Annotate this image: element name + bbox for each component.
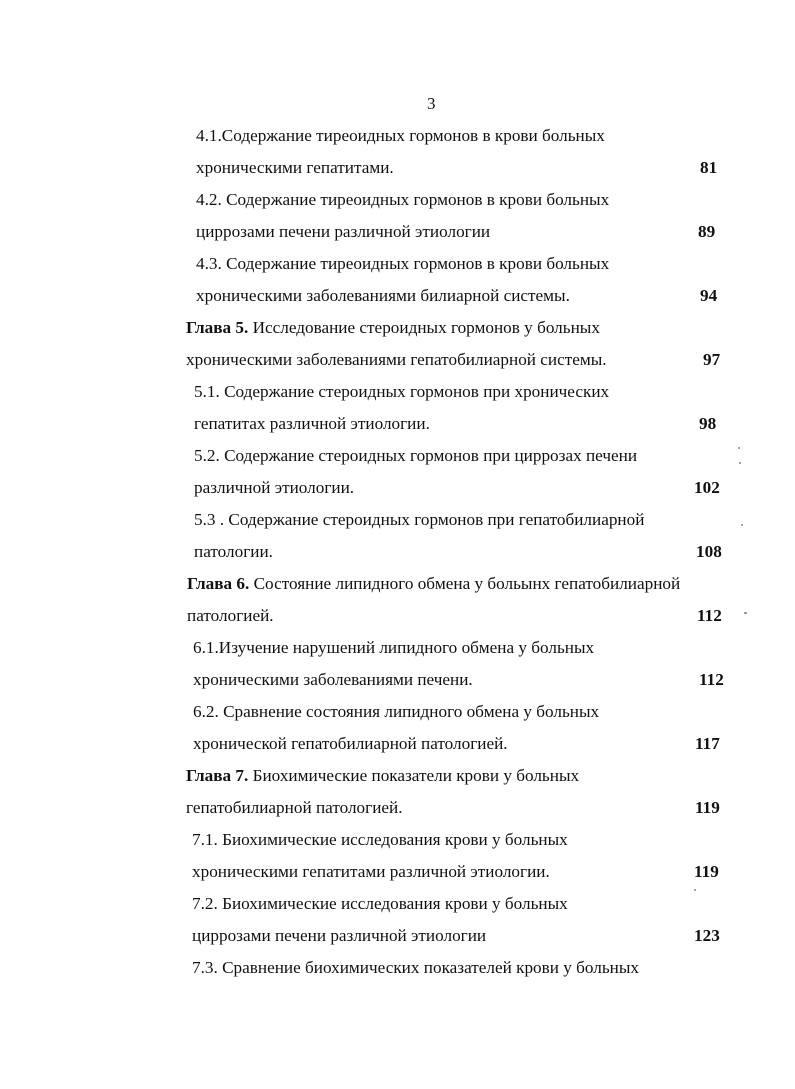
chapter-5-title: Исследование стероидных гормонов у больных (248, 318, 600, 337)
toc-entry-6-1-line-1: 6.1.Изучение нарушений липидного обмена у больных (193, 638, 595, 657)
toc-entry-5-3-line-2: патологии. (194, 542, 273, 561)
chapter-6-label: Глава 6. (187, 574, 250, 593)
toc-entry-4-3-page: 94 (700, 286, 718, 305)
toc-entry-6-1-page: 112 (699, 670, 724, 689)
toc-entry-7-3-line-1: 7.3. Сравнение биохимических показателей крови у больных (192, 958, 640, 977)
toc-entry-6-2-line-2: хронической гепатобилиарной патологией. (193, 734, 508, 753)
toc-entry-7-2-line-1: 7.2. Биохимические исследования крови у больных (192, 894, 568, 913)
toc-chapter-7-line-2: гепатобилиарной патологией. (186, 798, 403, 817)
toc-chapter-5-line-1 (186, 315, 600, 341)
toc-entry-5-2-line-2: различной этиологии. (194, 478, 355, 497)
toc-entry-4-3-line-1: 4.3. Содержание тиреоидных гормонов в крови больных (196, 254, 610, 273)
toc-entry-6-2-line-1: 6.2. Сравнение состояния липидного обмена у больных (193, 702, 600, 721)
toc-entry-4-2-page: 89 (698, 222, 716, 241)
toc-entry-4-1-line-1: 4.1.Содержание тиреоидных гормонов в крови больных (196, 126, 605, 145)
toc-entry-4-1-page: 81 (700, 158, 718, 177)
chapter-7-title: Биохимические показатели крови у больных (248, 766, 580, 785)
toc-entry-5-1-line-2: гепатитах различной этиологии. (194, 414, 430, 433)
toc-entry-5-1-page: 98 (699, 414, 717, 433)
chapter-6-title: Состояние липидного обмена у больынх гепатобилиарной (249, 574, 681, 593)
toc-entry-7-1-line-1: 7.1. Биохимические исследования крови у больных (192, 830, 568, 849)
toc-entry-5-1-line-1: 5.1. Содержание стероидных гормонов при хронических (194, 382, 610, 401)
toc-entry-4-2-line-1: 4.2. Содержание тиреоидных гормонов в крови больных (196, 190, 610, 209)
scan-speck (738, 447, 740, 449)
toc-entry-5-3-line-1: 5.3 . Содержание стероидных гормонов при гепатобилиарной (194, 510, 645, 529)
toc-entry-7-2-line-2: циррозами печени различной этиологии (192, 926, 487, 945)
toc-entry-5-3-page: 108 (696, 542, 722, 561)
page-number: 3 (427, 94, 436, 113)
toc-entry-4-1-line-2: хроническими гепатитами. (196, 158, 394, 177)
toc-entry-6-1-line-2: хроническими заболеваниями печени. (193, 670, 473, 689)
scan-speck (741, 524, 743, 526)
toc-entry-7-1-page: 119 (694, 862, 719, 881)
toc-chapter-7-line-1 (186, 763, 579, 789)
toc-entry-7-2-page: 123 (694, 926, 720, 945)
toc-chapter-5-line-2: хроническими заболеваниями гепатобилиарной системы. (186, 350, 607, 369)
toc-entry-4-3-line-2: хроническими заболеваниями билиарной системы. (196, 286, 570, 305)
scan-speck (744, 612, 747, 614)
toc-chapter-7-page: 119 (695, 798, 720, 817)
toc-entry-6-2-page: 117 (695, 734, 720, 753)
chapter-5-label: Глава 5. (186, 318, 249, 337)
chapter-7-label: Глава 7. (186, 766, 249, 785)
scan-speck (739, 462, 741, 464)
scan-speck (694, 889, 696, 891)
toc-chapter-5-page: 97 (703, 350, 721, 369)
toc-chapter-6-line-1 (187, 571, 680, 597)
toc-chapter-6-line-2: патологией. (187, 606, 274, 625)
toc-entry-5-2-page: 102 (694, 478, 720, 497)
toc-entry-7-1-line-2: хроническими гепатитами различной этиологии. (192, 862, 550, 881)
toc-entry-4-2-line-2: циррозами печени различной этиологии (196, 222, 491, 241)
toc-chapter-6-page: 112 (697, 606, 722, 625)
toc-entry-5-2-line-1: 5.2. Содержание стероидных гормонов при циррозах печени (194, 446, 638, 465)
